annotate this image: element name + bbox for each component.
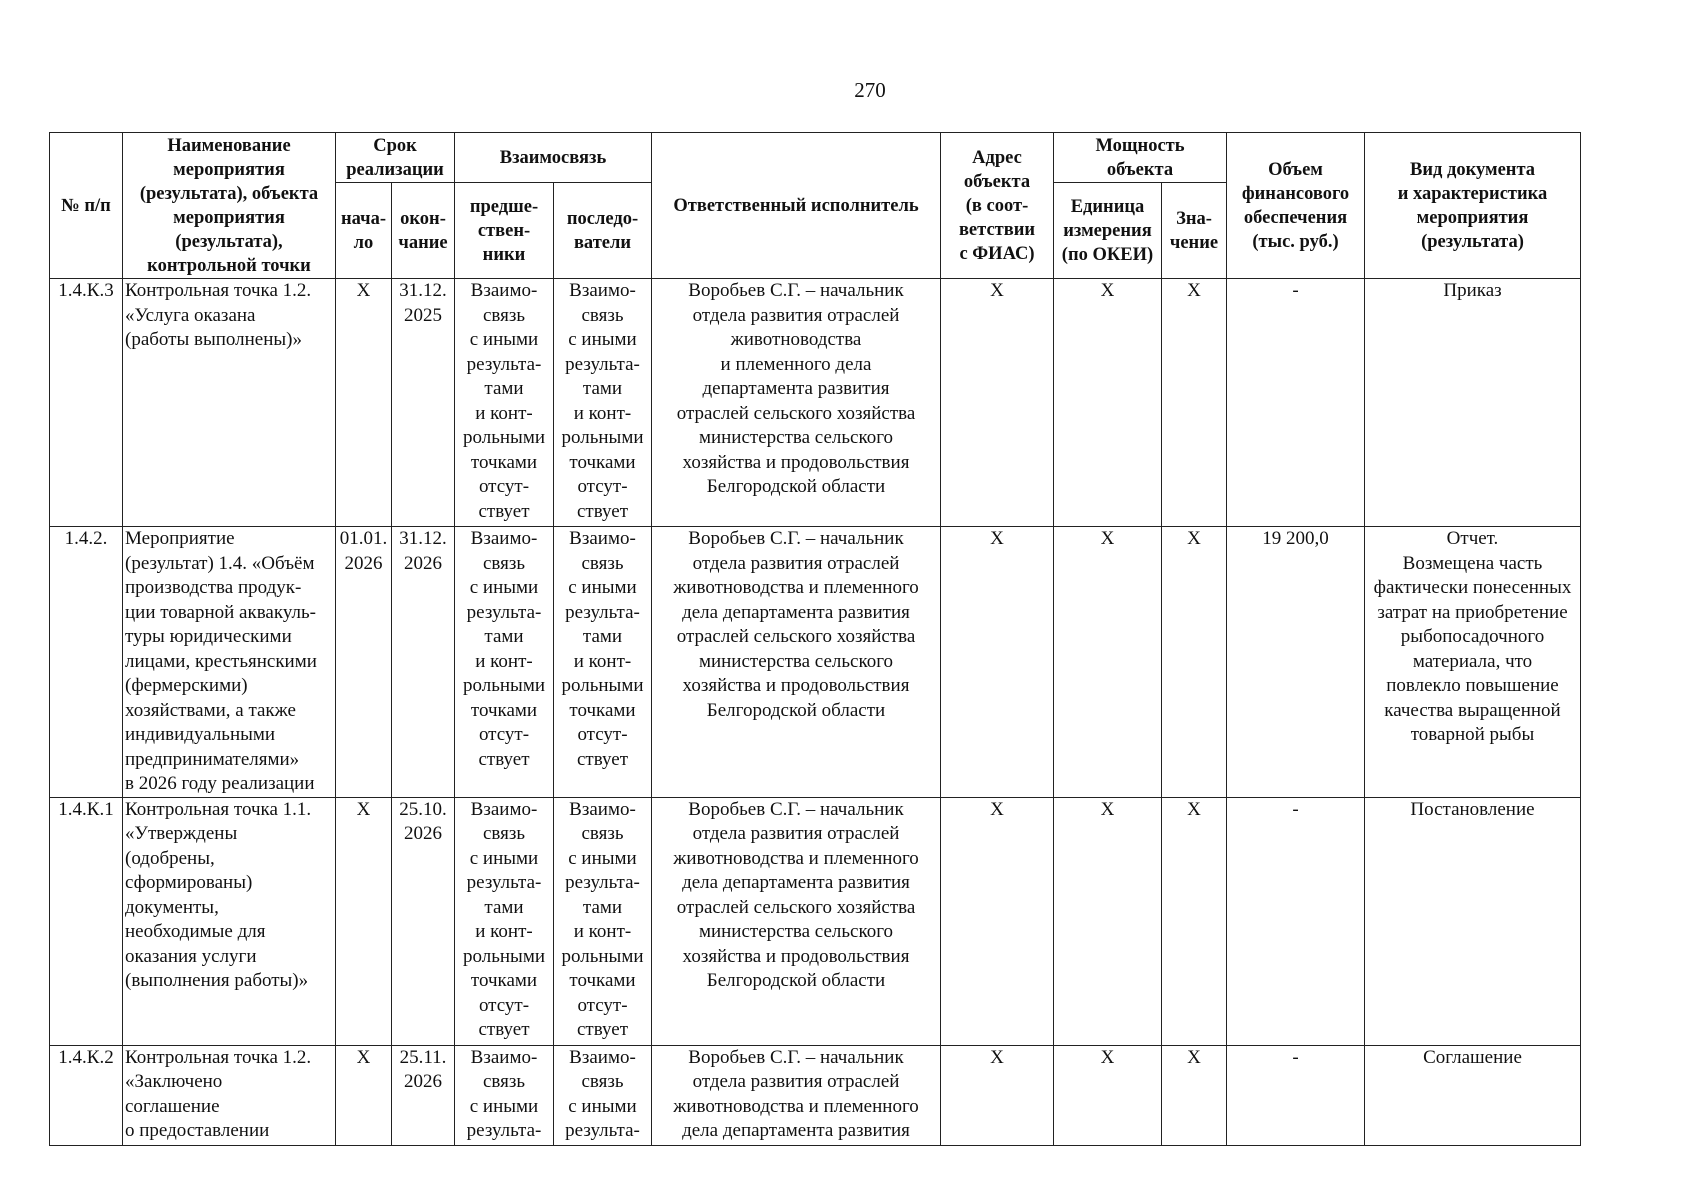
table-row — [50, 527, 1581, 798]
header-link-next: последо- ватели — [554, 183, 652, 279]
row-name: Контрольная точка 1.2. «Заключено соглашение о предоставлении — [123, 1045, 336, 1145]
row-name: Контрольная точка 1.2. «Услуга оказана (работы выполнены)» — [123, 279, 336, 527]
header-link: Взаимосвязь — [455, 133, 652, 183]
row-start: X — [336, 1045, 392, 1145]
row-unit: X — [1054, 797, 1162, 1045]
row-value: X — [1162, 1045, 1227, 1145]
row-executor: Воробьев С.Г. – начальник отдела развития отраслей животноводства и племенного дела департамента развития отраслей сельского хозяйства министерства сельского хозяйства и продовольствия Белгородской области — [652, 527, 941, 798]
row-num: 1.4.2. — [50, 527, 123, 798]
row-unit: X — [1054, 279, 1162, 527]
header-doc: Вид документа и характеристика мероприятия (результата) — [1365, 133, 1581, 279]
row-name: Контрольная точка 1.1. «Утверждены (одобрены, сформированы) документы, необходимые для оказания услуги (выполнения работы)» — [123, 797, 336, 1045]
row-start: 01.01. 2026 — [336, 527, 392, 798]
row-value: X — [1162, 797, 1227, 1045]
header-row-1 — [50, 133, 1581, 183]
header-finance: Объем финансового обеспечения (тыс. руб.) — [1227, 133, 1365, 279]
header-term-end: окон- чание — [392, 183, 455, 279]
header-name: Наименование мероприятия (результата), объекта мероприятия (результата), контрольной точки — [123, 133, 336, 279]
header-num: № п/п — [50, 133, 123, 279]
row-start: X — [336, 797, 392, 1045]
table-row — [50, 279, 1581, 527]
row-unit: X — [1054, 1045, 1162, 1145]
header-value: Зна- чение — [1162, 183, 1227, 279]
row-executor: Воробьев С.Г. – начальник отдела развития отраслей животноводства и племенного дела департамента развития отраслей сельского хозяйства министерства сельского хозяйства и продовольствия Белгородской области — [652, 279, 941, 527]
row-address: X — [941, 279, 1054, 527]
page-number: 270 — [854, 78, 886, 102]
row-finance: - — [1227, 279, 1365, 527]
row-value: X — [1162, 527, 1227, 798]
row-executor: Воробьев С.Г. – начальник отдела развития отраслей животноводства и племенного дела департамента развития — [652, 1045, 941, 1145]
row-unit: X — [1054, 527, 1162, 798]
table-row — [50, 797, 1581, 1045]
header-capacity: Мощность объекта — [1054, 133, 1227, 183]
row-finance: - — [1227, 797, 1365, 1045]
header-term: Срок реализации — [336, 133, 455, 183]
row-next: Взаимо- связь с иными результа- — [554, 1045, 652, 1145]
table-row — [50, 1045, 1581, 1145]
row-end: 25.10. 2026 — [392, 797, 455, 1045]
header-term-start: нача- ло — [336, 183, 392, 279]
row-name: Мероприятие (результат) 1.4. «Объём производства продук- ции товарной аквакуль- туры юридическими лицами, крестьянскими (фермерскими) хозяйствами, а также индивидуальными предпринимателями» в 2026 году реализации — [123, 527, 336, 798]
row-end: 25.11. 2026 — [392, 1045, 455, 1145]
row-doc: Постановление — [1365, 797, 1581, 1045]
row-finance: 19 200,0 — [1227, 527, 1365, 798]
row-address: X — [941, 527, 1054, 798]
row-address: X — [941, 1045, 1054, 1145]
row-prev: Взаимо- связь с иными результа- тами и конт- рольными точками отсут- ствует — [455, 527, 554, 798]
row-num: 1.4.К.3 — [50, 279, 123, 527]
row-value: X — [1162, 279, 1227, 527]
row-doc: Отчет. Возмещена часть фактически понесенных затрат на приобретение рыбопосадочного материала, что повлекло повышение качества выращенной товарной рыбы — [1365, 527, 1581, 798]
row-executor: Воробьев С.Г. – начальник отдела развития отраслей животноводства и племенного дела департамента развития отраслей сельского хозяйства министерства сельского хозяйства и продовольствия Белгородской области — [652, 797, 941, 1045]
row-prev: Взаимо- связь с иными результа- — [455, 1045, 554, 1145]
header-executor: Ответственный исполнитель — [652, 133, 941, 279]
row-end: 31.12. 2026 — [392, 527, 455, 798]
header-unit: Единица измерения (по ОКЕИ) — [1054, 183, 1162, 279]
header-link-prev: предше- ствен- ники — [455, 183, 554, 279]
row-prev: Взаимо- связь с иными результа- тами и конт- рольными точками отсут- ствует — [455, 279, 554, 527]
row-next: Взаимо- связь с иными результа- тами и конт- рольными точками отсут- ствует — [554, 527, 652, 798]
row-start: X — [336, 279, 392, 527]
row-prev: Взаимо- связь с иными результа- тами и конт- рольными точками отсут- ствует — [455, 797, 554, 1045]
row-next: Взаимо- связь с иными результа- тами и конт- рольными точками отсут- ствует — [554, 279, 652, 527]
row-finance: - — [1227, 1045, 1365, 1145]
row-num: 1.4.К.2 — [50, 1045, 123, 1145]
row-num: 1.4.К.1 — [50, 797, 123, 1045]
row-doc: Приказ — [1365, 279, 1581, 527]
row-address: X — [941, 797, 1054, 1045]
row-doc: Соглашение — [1365, 1045, 1581, 1145]
activities-table — [49, 132, 1581, 1146]
row-next: Взаимо- связь с иными результа- тами и конт- рольными точками отсут- ствует — [554, 797, 652, 1045]
row-end: 31.12. 2025 — [392, 279, 455, 527]
header-address: Адрес объекта (в соот- ветствии с ФИАС) — [941, 133, 1054, 279]
